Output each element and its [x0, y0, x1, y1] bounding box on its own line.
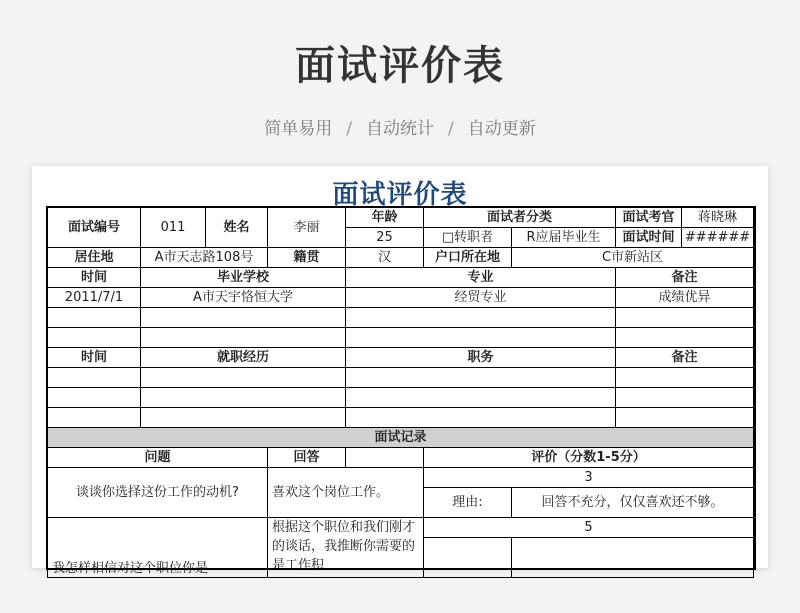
examiner-label: 面试考官 — [616, 208, 682, 228]
native-value[interactable]: 汉 — [346, 248, 424, 268]
question-header: 问题 — [48, 448, 268, 468]
edu-cell-major[interactable] — [346, 308, 616, 328]
edu-cell-school[interactable]: A市天宇恪恒大学 — [141, 288, 346, 308]
reason-cell[interactable]: 回答不充分，仅仅喜欢还不够。 — [512, 488, 754, 518]
category-option-graduate[interactable]: R应届毕业生 — [512, 228, 616, 248]
interview-time-label: 面试时间 — [616, 228, 682, 248]
interview-form-table — [47, 207, 754, 578]
work-cell-position[interactable] — [346, 388, 616, 408]
edu-header-time: 时间 — [48, 268, 141, 288]
work-cell-time[interactable] — [48, 368, 141, 388]
edu-cell-major[interactable]: 经贸专业 — [346, 288, 616, 308]
tag-separator: / — [346, 119, 352, 139]
reason-label: 理由: — [424, 488, 512, 518]
name-label: 姓名 — [206, 208, 268, 248]
work-header-time: 时间 — [48, 348, 141, 368]
edu-cell-major[interactable] — [346, 328, 616, 348]
residence-value[interactable]: A市天志路108号 — [141, 248, 268, 268]
question-cell[interactable]: 谈谈你选择这份工作的动机? — [48, 468, 268, 518]
edu-cell-note[interactable] — [616, 328, 754, 348]
name-value[interactable]: 李丽 — [268, 208, 346, 248]
native-label: 籍贯 — [268, 248, 346, 268]
work-header-history: 就职经历 — [141, 348, 346, 368]
edu-cell-time[interactable]: 2011/7/1 — [48, 288, 141, 308]
work-header-note: 备注 — [616, 348, 754, 368]
edu-cell-note[interactable] — [616, 308, 754, 328]
edu-header-note: 备注 — [616, 268, 754, 288]
spreadsheet-preview — [32, 166, 768, 576]
score-cell[interactable]: 3 — [424, 468, 754, 488]
interview-id-label: 面试编号 — [48, 208, 141, 248]
work-cell-time[interactable] — [48, 408, 141, 428]
work-cell-history[interactable] — [141, 388, 346, 408]
tag-easy: 简单易用 — [264, 119, 333, 139]
hukou-label: 户口所在地 — [424, 248, 512, 268]
work-cell-history[interactable] — [141, 368, 346, 388]
tag-auto-stats: 自动统计 — [366, 119, 434, 139]
age-label: 年龄 — [346, 208, 424, 228]
category-option-transfer[interactable]: □转职者 — [424, 228, 512, 248]
work-header-position: 职务 — [346, 348, 616, 368]
category-label: 面试者分类 — [424, 208, 616, 228]
edu-header-major: 专业 — [346, 268, 616, 288]
work-cell-position[interactable] — [346, 408, 616, 428]
work-cell-position[interactable] — [346, 368, 616, 388]
work-cell-time[interactable] — [48, 388, 141, 408]
answer-header: 回答 — [268, 448, 346, 468]
form-title: 面试评价表 — [332, 180, 468, 210]
edu-header-school: 毕业学校 — [141, 268, 346, 288]
question-cell[interactable]: 我怎样相信对这个职位你是 — [48, 518, 268, 578]
residence-label: 居住地 — [48, 248, 141, 268]
reason-label-empty — [424, 538, 512, 578]
work-cell-note[interactable] — [616, 368, 754, 388]
tag-auto-update: 自动更新 — [467, 119, 536, 139]
reason-cell[interactable] — [512, 538, 754, 578]
age-value[interactable]: 25 — [346, 228, 424, 248]
hukou-value[interactable]: C市新站区 — [512, 248, 754, 268]
examiner-value[interactable]: 蒋晓琳 — [682, 208, 754, 228]
interview-time-value[interactable]: ###### — [682, 228, 754, 248]
work-cell-note[interactable] — [616, 388, 754, 408]
page-title: 面试评价表 — [295, 43, 505, 89]
answer-cell[interactable]: 根据这个职位和我们刚才的谈话，我推断你需要的是工作积 — [268, 518, 424, 578]
interview-record-header: 面试记录 — [48, 428, 754, 448]
answer-cell[interactable]: 喜欢这个岗位工作。 — [268, 468, 424, 518]
work-cell-note[interactable] — [616, 408, 754, 428]
edu-cell-time[interactable] — [48, 328, 141, 348]
interview-id-value[interactable]: 011 — [141, 208, 206, 248]
feature-tags — [0, 114, 800, 139]
edu-cell-note[interactable]: 成绩优异 — [616, 288, 754, 308]
evaluation-header: 评价（分数1-5分） — [424, 448, 754, 468]
score-cell[interactable]: 5 — [424, 518, 754, 538]
edu-cell-time[interactable] — [48, 308, 141, 328]
edu-cell-school[interactable] — [141, 328, 346, 348]
work-cell-history[interactable] — [141, 408, 346, 428]
edu-cell-school[interactable] — [141, 308, 346, 328]
tag-separator: / — [448, 119, 454, 139]
